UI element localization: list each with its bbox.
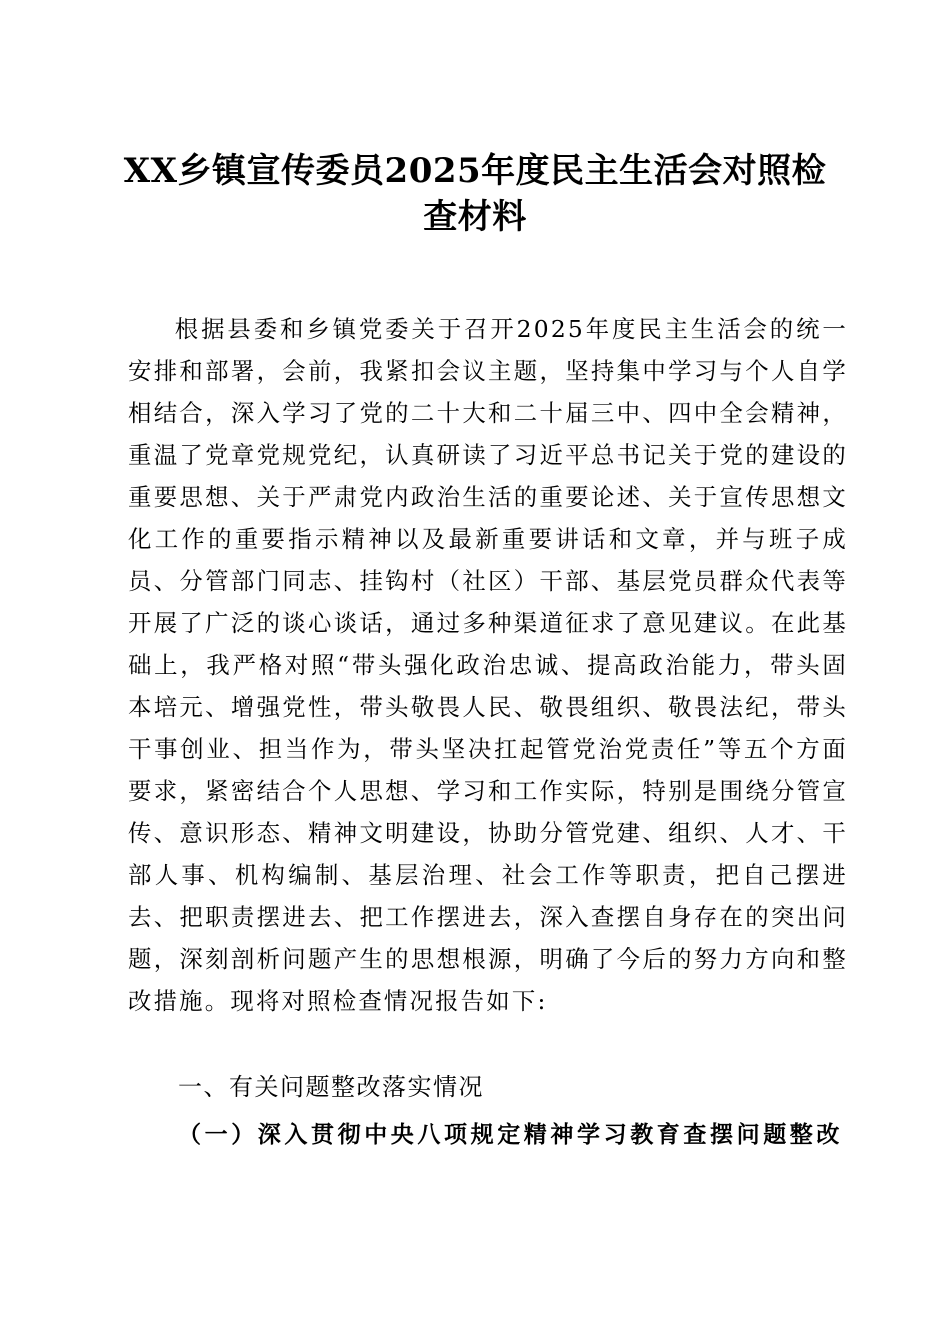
subsection-heading: （一）深入贯彻中央八项规定精神学习教育查摆问题整改 xyxy=(178,1121,843,1148)
intro-paragraph: 根据县委和乡镇党委关于召开2025年度民主生活会的统一安排和部署，会前，我紧扣会议主题，坚持集中学习与个人自学相结合，深入学习了党的二十大和二十届三中、四中全会精神，重温了党章党规党纪，认真研读了习近平总书记关于党的建设的重要思想、关于严肃党内政治生活的重要论述、关于宣传思想文化工作的重要指示精神以及最新重要讲话和文章，并与班子成员、分管部门同志、挂钩村（社区）干部、基层党员群众代表等开展了广泛的谈心谈话，通过多种渠道征求了意见建议。在此基础上，我严格对照“带头强化政治忠诚、提高政治能力，带头固本培元、增强党性，带头敬畏人民、敬畏组织、敬畏法纪，带头干事创业、担当作为，带头坚决扛起管党治党责任”等五个方面要求，紧密结合个人思想、学习和工作实际，特别是围绕分管宣传、意识形态、精神文明建设，协助分管党建、组织、人才、干部人事、机构编制、基层治理、社会工作等职责，把自己摆进去、把职责摆进去、把工作摆进去，深入查摆自身存在的突出问题，深刻剖析问题产生的思想根源，明确了今后的努力方向和整改措施。现将对照检查情况报告如下: xyxy=(128,315,848,1015)
document-title: XX乡镇宣传委员2025年度民主生活会对照检查材料 xyxy=(123,151,827,237)
section-heading: 一、有关问题整改落实情况 xyxy=(178,1073,484,1101)
